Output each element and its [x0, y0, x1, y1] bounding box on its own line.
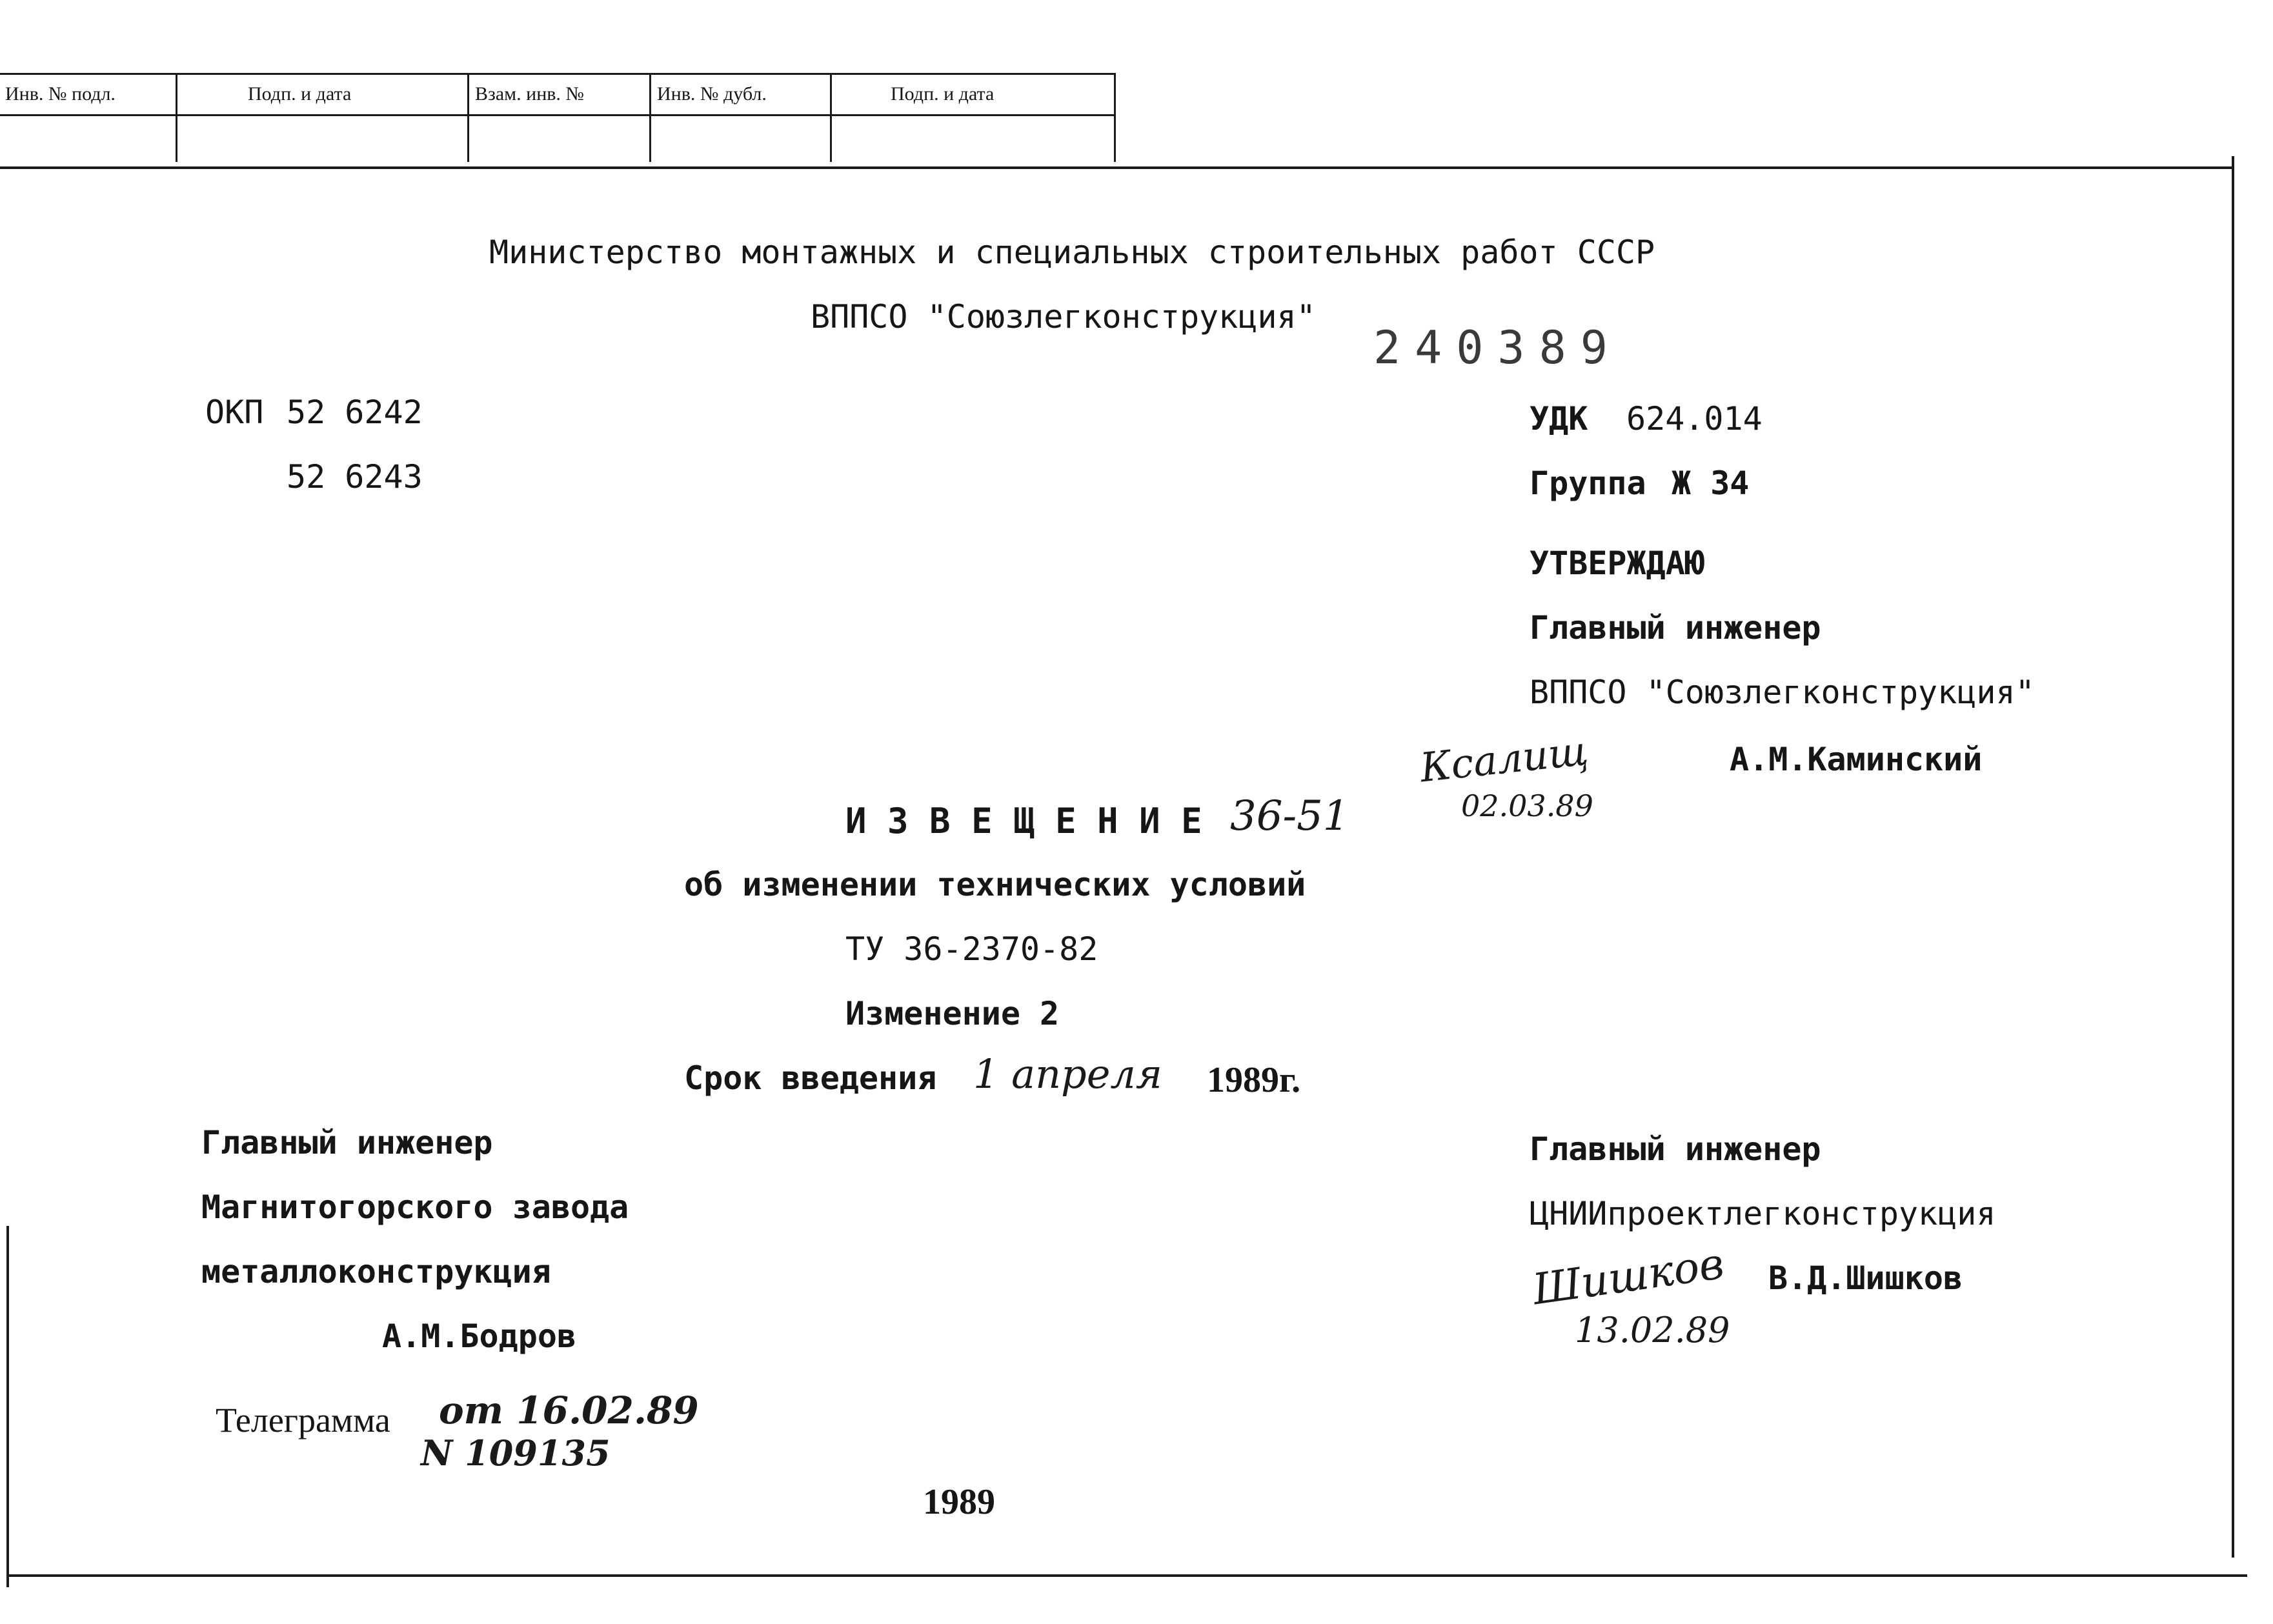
- left-org-line1: Магнитогорского завода: [201, 1188, 629, 1226]
- approval-date: 02.03.89: [1461, 788, 1593, 823]
- left-position: Главный инженер: [201, 1124, 493, 1161]
- group-value: Ж 34: [1672, 465, 1750, 502]
- frame-left-edge: [6, 1226, 9, 1587]
- okp-value-1: 52 6242: [287, 394, 423, 431]
- right-position: Главный инженер: [1530, 1130, 1821, 1168]
- udk-value: 624.014: [1626, 400, 1763, 437]
- organization-heading: ВППСО "Союзлегконструкция": [811, 298, 1316, 336]
- stamp-divider: [830, 73, 832, 162]
- stamp-cell-inv-dubl: Инв. № дубл.: [657, 83, 767, 105]
- notice-number: 36-51: [1230, 792, 1349, 840]
- stamp-cell-vzam-inv: Взам. инв. №: [475, 83, 585, 105]
- okp-value-2: 52 6243: [287, 458, 423, 496]
- stamp-divider: [649, 73, 651, 162]
- stamp-cell-podp-data: Подп. и дата: [248, 83, 352, 105]
- approval-heading: УТВЕРЖДАЮ: [1530, 545, 1704, 582]
- notice-subtitle: об изменении технических условий: [684, 866, 1306, 903]
- right-signature: Шишков: [1530, 1238, 1727, 1315]
- right-organization: ЦНИИпроектлегконструкция: [1530, 1195, 1996, 1232]
- notice-spec: ТУ 36-2370-82: [845, 930, 1098, 968]
- stamp-top-border: [0, 73, 1115, 75]
- footer-year: 1989: [923, 1482, 995, 1522]
- telegram-date: от 16.02.89: [439, 1388, 699, 1432]
- notice-change: Изменение 2: [845, 995, 1060, 1032]
- effective-year: 1989г.: [1207, 1060, 1301, 1100]
- left-name: А.М.Бодров: [382, 1318, 577, 1355]
- telegram-number: N 109135: [421, 1432, 611, 1474]
- telegram-label: Телеграмма: [216, 1401, 390, 1439]
- frame-bottom-border: [8, 1574, 2247, 1577]
- okp-label: ОКП: [205, 394, 264, 431]
- notice-title: И З В Е Щ Е Н И Е: [845, 801, 1202, 841]
- ministry-heading: Министерство монтажных и специальных строительных работ СССР: [489, 234, 1655, 271]
- right-date: 13.02.89: [1575, 1310, 1730, 1350]
- stamp-cell-podp-data-2: Подп. и дата: [891, 83, 995, 105]
- registration-number: 240389: [1373, 321, 1622, 374]
- effective-date: 1 апреля: [973, 1050, 1162, 1098]
- frame-top-border: [0, 166, 2234, 169]
- approval-organization: ВППСО "Союзлегконструкция": [1530, 674, 2035, 711]
- stamp-divider: [176, 73, 177, 162]
- stamp-table: [0, 73, 1115, 162]
- approval-position: Главный инженер: [1530, 609, 1821, 647]
- udk-label: УДК: [1530, 400, 1588, 437]
- left-org-line2: металлоконструкция: [201, 1253, 551, 1290]
- stamp-mid-border: [0, 114, 1115, 116]
- approval-signature: Ксалищ: [1417, 727, 1591, 792]
- stamp-cell-inv-podl: Инв. № подл.: [5, 83, 116, 105]
- stamp-divider: [1114, 73, 1116, 162]
- frame-right-border: [2232, 156, 2234, 1558]
- group-label: Группа: [1530, 465, 1646, 502]
- effective-label: Срок введения: [684, 1059, 937, 1097]
- right-name: В.Д.Шишков: [1768, 1259, 1963, 1297]
- stamp-divider: [467, 73, 469, 162]
- approval-signatory: А.М.Каминский: [1730, 741, 1983, 778]
